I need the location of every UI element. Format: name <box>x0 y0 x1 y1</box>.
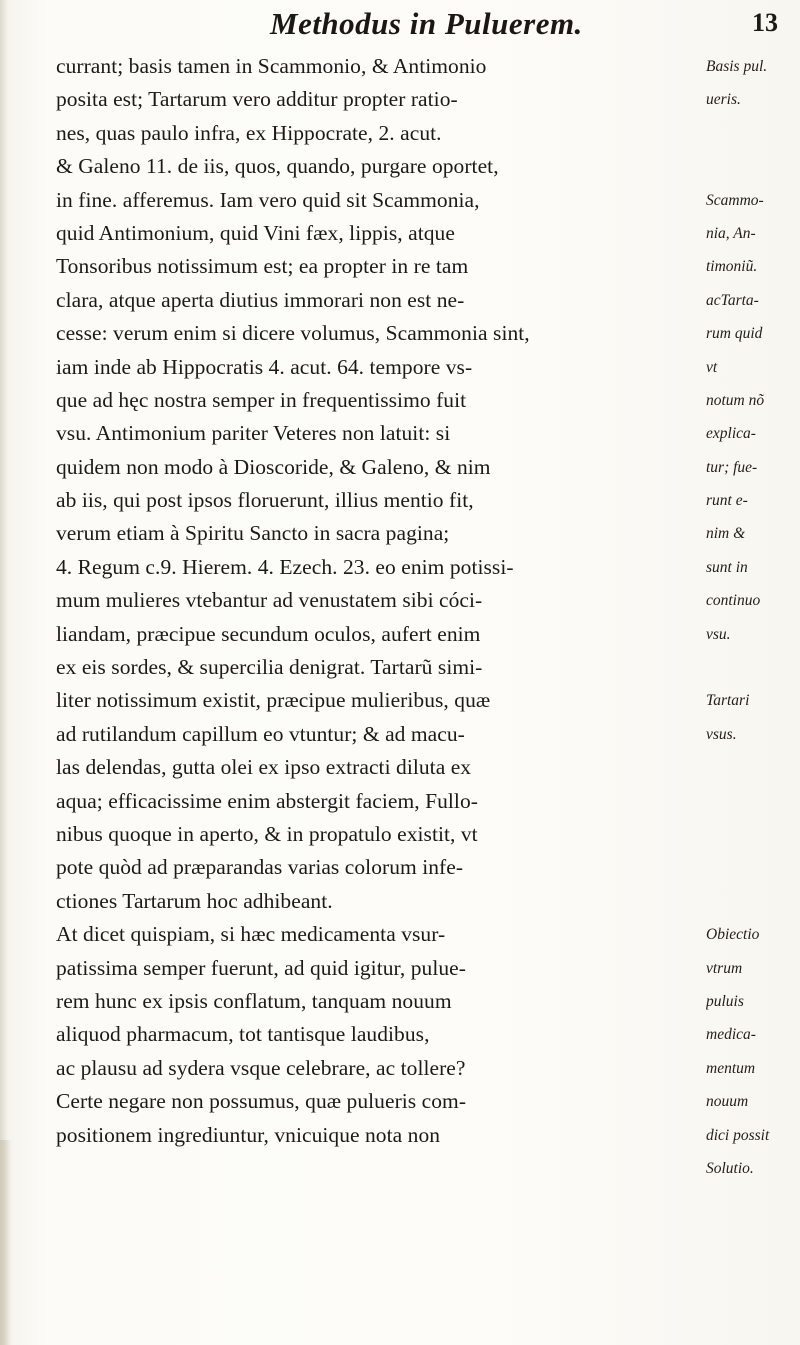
text-line: aqua; efficacissime enim abstergit faciem, Fullo- <box>56 788 478 813</box>
text-line: nibus quoque in aperto, & in propatulo existit, vt <box>56 821 478 846</box>
marginal-note-line: ueris. <box>706 91 741 109</box>
marginal-note-line <box>706 751 800 784</box>
text-line: verum etiam à Spiritu Sancto in sacra pagina; <box>56 521 450 546</box>
marginal-note-line <box>706 150 800 183</box>
text-line: 4. Regum c.9. Hierem. 4. Ezech. 23. eo enim potissi- <box>56 554 514 579</box>
marginal-note-line <box>706 117 800 150</box>
marginal-note-line: nim & <box>706 525 746 543</box>
text-line: rem hunc ex ipsis conflatum, tanquam nouum <box>56 988 452 1013</box>
marginal-note-line: vt <box>706 358 718 376</box>
text-line: liandam, præcipue secundum oculos, aufert enim <box>56 621 481 646</box>
marginal-note-line <box>706 885 800 918</box>
page-number: 13 <box>752 8 778 37</box>
text-line: aliquod pharmacum, tot tantisque laudibus, <box>56 1022 430 1047</box>
marginal-note-line: vsus. <box>706 725 737 743</box>
marginal-notes <box>706 50 800 1185</box>
marginal-note-line: tur; fue- <box>706 458 758 476</box>
marginal-note-line: nia, An- <box>706 224 756 242</box>
page-edge-stain <box>0 1140 12 1345</box>
text-line: ctiones Tartarum hoc adhibeant. <box>56 888 333 913</box>
text-line: que ad hęc nostra semper in frequentissimo fuit <box>56 387 467 412</box>
marginal-note-line: puluis <box>706 992 744 1010</box>
text-line: ab iis, qui post ipsos floruerunt, illius mentio fit, <box>56 488 474 513</box>
marginal-note-line: Tartari <box>706 692 750 710</box>
text-line: currant; basis tamen in Scammonio, & Antimonio <box>56 54 487 78</box>
marginal-note-line: notum nõ <box>706 391 765 409</box>
text-line: Certe negare non possumus, quæ pulueris com- <box>56 1089 467 1114</box>
text-line: Tonsoribus notissimum est; ea propter in re tam <box>56 254 469 279</box>
marginal-note-line: mentum <box>706 1059 756 1077</box>
text-line: in fine. afferemus. Iam vero quid sit Scammonia, <box>56 187 480 212</box>
marginal-note-line: medica- <box>706 1026 756 1044</box>
marginal-note-line: sunt in <box>706 558 748 576</box>
text-line: posita est; Tartarum vero additur propter ratio- <box>56 87 458 112</box>
text-line: iam inde ab Hippocratis 4. acut. 64. tempore vs- <box>56 354 473 379</box>
text-line: clara, atque aperta diutius immorari non est ne- <box>56 287 465 312</box>
text-line: ac plausu ad sydera vsque celebrare, ac tollere? <box>56 1055 466 1080</box>
body-text <box>56 50 706 1152</box>
text-line: pote quòd ad præparandas varias colorum infe- <box>56 855 464 880</box>
marginal-note-line: timoniũ. <box>706 258 758 276</box>
marginal-note-line <box>706 785 800 818</box>
text-line: At dicet quispiam, si hæc medicamenta vsur- <box>56 922 446 947</box>
marginal-note-line <box>706 651 800 684</box>
running-head <box>0 6 800 46</box>
text-line: las delendas, gutta olei ex ipso extracti diluta ex <box>56 755 472 780</box>
text-line: quid Antimonium, quid Vini fæx, lippis, atque <box>56 220 455 245</box>
text-line: liter notissimum existit, præcipue mulieribus, quæ <box>56 688 491 713</box>
marginal-note-line: acTarta- <box>706 291 759 309</box>
marginal-note-line: Basis pul. <box>706 58 768 75</box>
text-line: ex eis sordes, & supercilia denigrat. Tartarũ simi- <box>56 655 483 680</box>
marginal-note-line: continuo <box>706 592 761 610</box>
marginal-note-line: Scammo- <box>706 191 764 209</box>
marginal-note-line <box>706 851 800 884</box>
marginal-note-line: explica- <box>706 425 756 443</box>
text-line: vsu. Antimonium pariter Veteres non latuit: si <box>56 421 451 446</box>
marginal-note-line: vtrum <box>706 959 743 977</box>
text-line: mum mulieres vtebantur ad venustatem sibi cóci- <box>56 588 483 613</box>
marginal-note-line: runt e- <box>706 492 748 510</box>
text-line: cesse: verum enim si dicere volumus, Scammonia sint, <box>56 321 530 346</box>
text-line: positionem ingrediuntur, vnicuique nota non <box>56 1122 441 1147</box>
text-line: patissima semper fuerunt, ad quid igitur, pulue- <box>56 955 466 980</box>
running-title: Methodus in Puluerem. <box>270 6 583 41</box>
text-line: & Galeno 11. de iis, quos, quando, purgare oportet, <box>56 154 499 179</box>
marginal-note-line: Solutio. <box>706 1159 754 1177</box>
text-line: ad rutilandum capillum eo vtuntur; & ad macu- <box>56 721 465 746</box>
marginal-note-line: rum quid <box>706 325 763 343</box>
marginal-note-line: nouum <box>706 1093 749 1111</box>
text-line: quidem non modo à Dioscoride, & Galeno, & nim <box>56 454 491 479</box>
marginal-note-line <box>706 818 800 851</box>
text-line: nes, quas paulo infra, ex Hippocrate, 2. acut. <box>56 120 442 145</box>
marginal-note-line: dici possit <box>706 1126 770 1144</box>
marginal-note-line: vsu. <box>706 625 731 643</box>
marginal-note-line: Obiectio <box>706 926 760 944</box>
